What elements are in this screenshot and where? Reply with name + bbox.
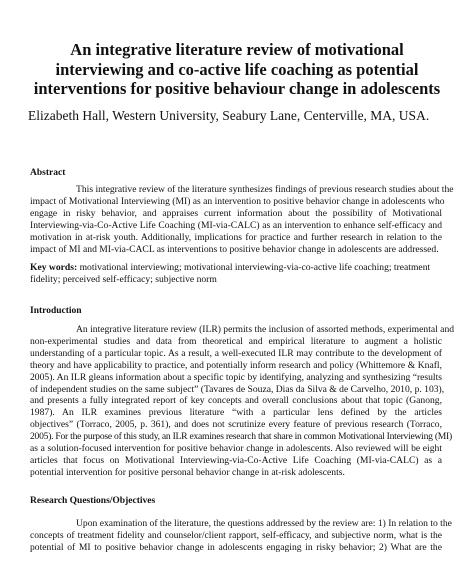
text-line: concepts of treatment fidelity and counselor/client rapport, self-efficacy, and subjective norm, what is the: [30, 529, 442, 541]
text-line: Upon examination of the literature, the questions addressed by the review are: 1) In relation to the: [76, 518, 452, 529]
keywords-label: Key words:: [30, 262, 78, 273]
text-line: as a solution-focused intervention for positive behavior change in adolescents. Also reviewed will be eight: [30, 443, 442, 455]
keywords: [30, 262, 442, 286]
text-line: impact of Motivational Interviewing (MI) as an intervention to positive behavior change in adolescents who: [30, 195, 445, 207]
abstract-paragraph: [30, 184, 454, 255]
introduction-paragraph: [30, 324, 455, 479]
text-line: 2005). For the purpose of this study, an ILR examines research that share in common Motivational Interviewing (MI): [30, 431, 452, 443]
research-questions-heading: Research Questions/Objectives: [30, 496, 156, 506]
text-line: of independent studies on the same subject” (Tavares de Souza, Dias da Silva & de Carvelho, 2010, p. 103),: [30, 383, 445, 395]
text-line: and presents a fully integrated report of key concepts and overall conclusions about that topic (Ganong,: [30, 395, 442, 407]
abstract-heading: Abstract: [30, 168, 66, 178]
text-line: objectives” (Torraco, 2005, p. 361), and does not scrutinize every feature of previous research (Torraco,: [30, 419, 442, 431]
paper-title: [20, 40, 454, 99]
title-line: interventions for positive behaviour change in adolescents: [33, 79, 441, 98]
text-line: theory and have applicability to practice, and potentially inform research and policy (Whittemore & Knafl,: [30, 359, 442, 371]
text-line: 1987). An ILR examines previous literature “with a particular lens defined by the articles: [30, 407, 442, 419]
text-line: engage in risky behavior, and appraises current information about the possibility of Motivational: [30, 207, 442, 219]
text-line: potential intervention for positive personal behavior change in at-risk adolescents.: [30, 466, 345, 478]
text-line: An integrative literature review (ILR) permits the inclusion of assorted methods, experimental and: [76, 324, 455, 335]
keywords-line: [30, 262, 442, 274]
text-line: articles that focus on Motivational Interviewing-via-Co-Active Life Coaching (MI-via-CALC) as a: [30, 454, 442, 466]
text-line: Interviewing-via-Co-Active Life Coaching (MI-via-CALC) as an intervention to enhance self-efficacy and: [30, 219, 442, 231]
text-line: potential of MI to positive behavior change in adolescents engaging in risky behavior; 2) What are the: [30, 541, 442, 553]
text-line: understanding of a particular topic. As a result, a well-executed ILR may contribute to the development of: [30, 347, 442, 359]
author-affiliation: Elizabeth Hall, Western University, Seabury Lane, Centerville, MA, USA.: [28, 108, 430, 123]
text-line: 2005). An ILR gleans information about a specific topic by identifying, analyzing and synthesizing “results: [30, 371, 442, 383]
text-line: This integrative review of the literature synthesizes findings of previous research studies about the: [76, 184, 454, 195]
introduction-heading: Introduction: [30, 306, 82, 316]
text-line: impact of MI and MI-via-CACL as interventions to positive behavior change in adolescents are addressed.: [30, 243, 439, 255]
text-line: motivation in at-risk youth. Additionally, implications for practice and further research in relation to the: [30, 231, 442, 243]
keywords-line: fidelity; perceived self-efficacy; subjective norm: [30, 273, 217, 285]
research-questions-paragraph: [30, 518, 452, 554]
title-line: An integrative literature review of motivational: [70, 40, 404, 59]
keywords-text: motivational interviewing; motivational interviewing-via-co-active life coaching; treatment: [77, 262, 431, 273]
title-line: interviewing and co-active life coaching as potential: [55, 59, 419, 79]
text-line: non-experimental studies and data from theoretical and empirical literature to augment a holistic: [30, 335, 442, 347]
